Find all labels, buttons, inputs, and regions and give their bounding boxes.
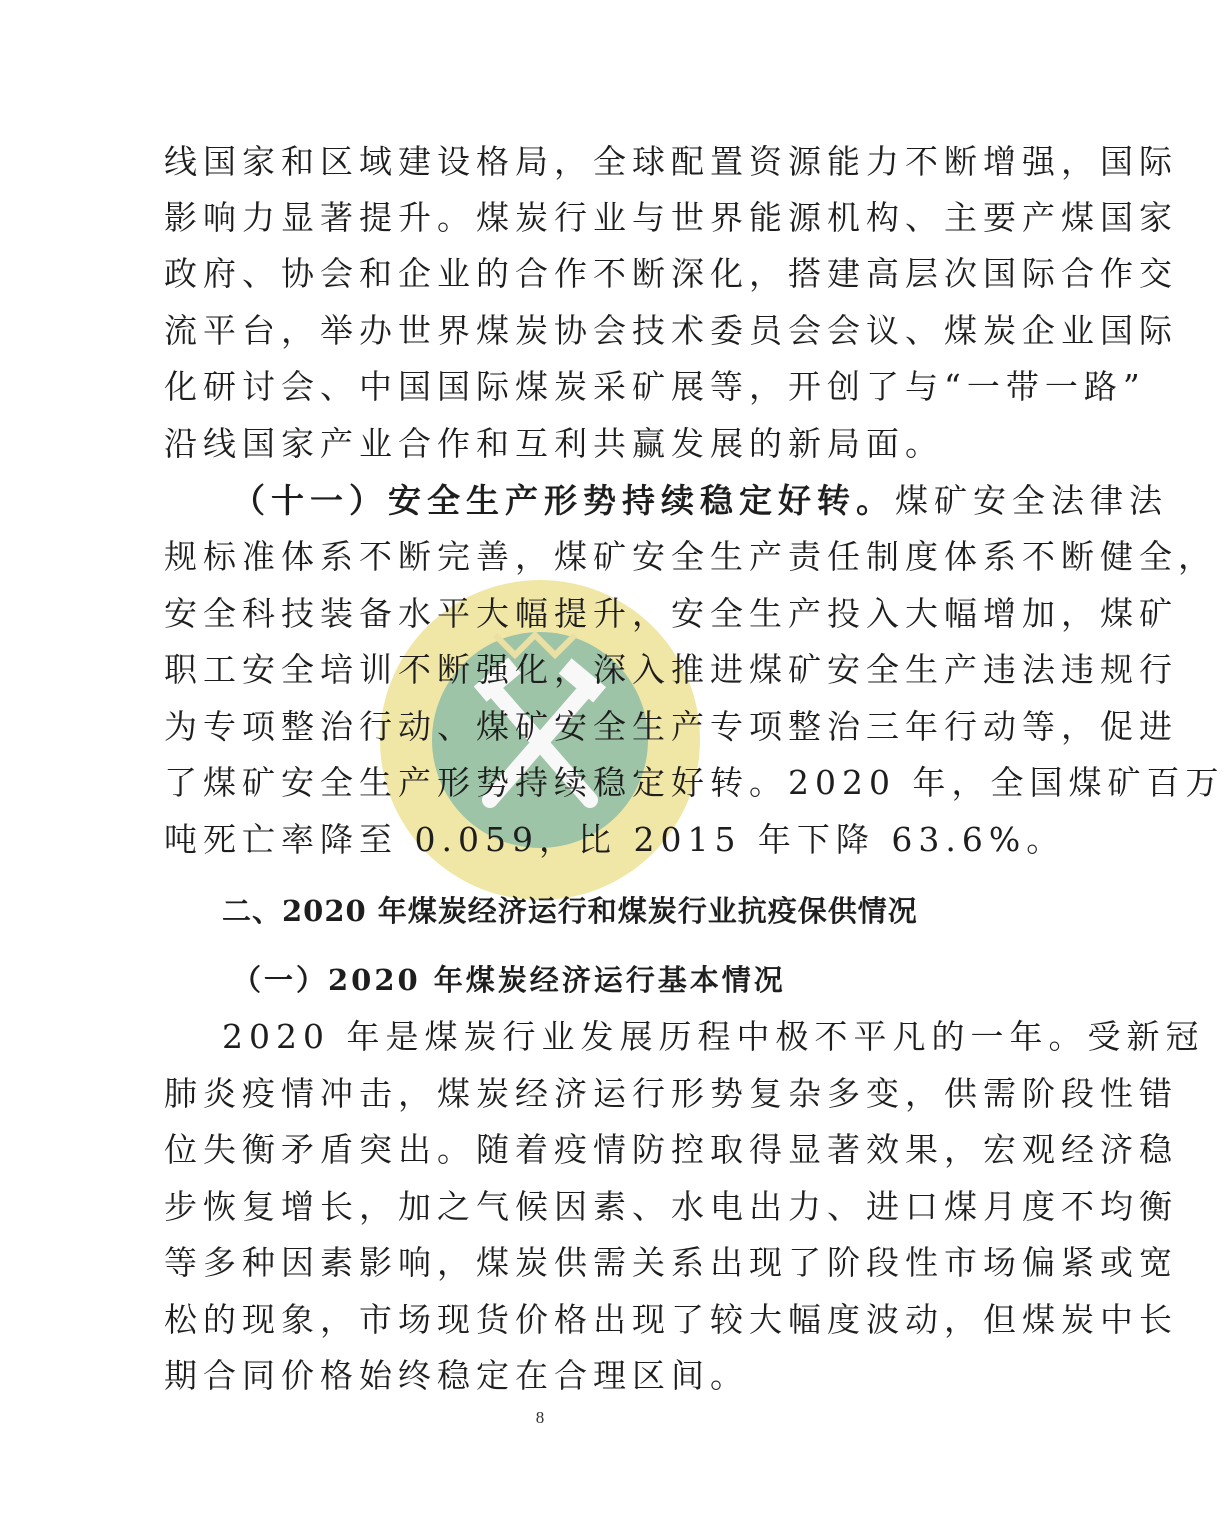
text-line: [232, 481, 1168, 521]
text-line: 为专项整治行动、煤矿安全生产专项整治三年行动等，促进: [164, 707, 1178, 746]
text-line: 流平台，举办世界煤炭协会技术委员会会议、煤炭企业国际: [164, 311, 1178, 350]
text-line: 吨死亡率降至 0.059，比 2015 年下降 63.6%。: [164, 820, 1066, 859]
text-line: 肺炎疫情冲击，煤炭经济运行形势复杂多变，供需阶段性错: [164, 1074, 1178, 1113]
text-span: 煤矿安全法律法: [895, 481, 1168, 520]
text-line: 位失衡矛盾突出。随着疫情防控取得显著效果，宏观经济稳: [164, 1130, 1178, 1169]
text-line: 政府、协会和企业的合作不断深化，搭建高层次国际合作交: [164, 254, 1178, 293]
text-line: 等多种因素影响，煤炭供需关系出现了阶段性市场偏紧或宽: [164, 1243, 1178, 1282]
text-line: 规标准体系不断完善，煤矿安全生产责任制度体系不断健全，: [164, 537, 1217, 576]
text-line: 沿线国家产业合作和互利共赢发展的新局面。: [164, 424, 944, 463]
section-heading: 二、2020 年煤炭经济运行和煤炭行业抗疫保供情况: [222, 894, 918, 928]
text-line: 化研讨会、中国国际煤炭采矿展等，开创了与“一带一路”: [164, 367, 1146, 406]
subsection-heading: （一）2020 年煤炭经济运行基本情况: [232, 963, 786, 997]
text-line: 安全科技装备水平大幅提升，安全生产投入大幅增加，煤矿: [164, 594, 1178, 633]
text-line: 了煤矿安全生产形势持续稳定好转。2020 年，全国煤矿百万: [164, 763, 1224, 802]
text-line: 线国家和区域建设格局，全球配置资源能力不断增强，国际: [164, 142, 1178, 181]
text-line: 松的现象，市场现货价格出现了较大幅度波动，但煤炭中长: [164, 1300, 1178, 1339]
text-line: 职工安全培训不断强化，深入推进煤矿安全生产违法违规行: [164, 650, 1178, 689]
text-line: 2020 年是煤炭行业发展历程中极不平凡的一年。受新冠: [222, 1017, 1205, 1056]
text-line: 步恢复增长，加之气候因素、水电出力、进口煤月度不均衡: [164, 1187, 1178, 1226]
page-number: 8: [535, 1408, 545, 1427]
section-lead: （十一）安全生产形势持续稳定好转。: [232, 481, 895, 520]
text-line: 期合同价格始终稳定在合理区间。: [164, 1356, 749, 1395]
text-line: 影响力显著提升。煤炭行业与世界能源机构、主要产煤国家: [164, 198, 1178, 237]
